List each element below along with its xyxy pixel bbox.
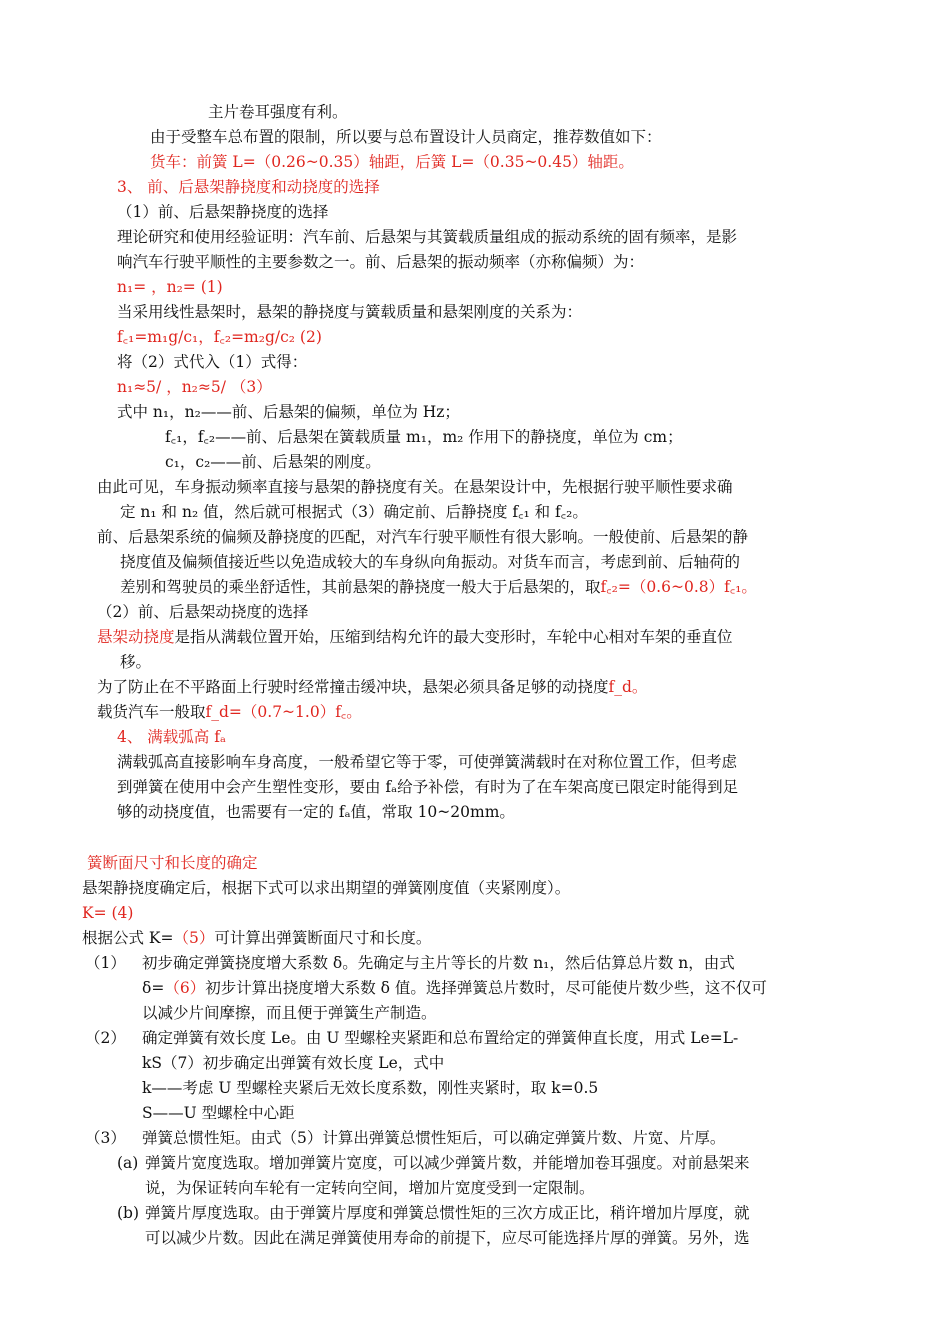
list-letter: (b) [117,1204,140,1222]
text-line: 将（2）式代入（1）式得： [117,353,308,371]
recommended-values: 货车：前簧 L=（0.26~0.35）轴距，后簧 L=（0.35~0.45）轴距。 [150,153,634,171]
section-heading-4: 4、 满载弧高 fₐ [117,728,226,746]
text-line: 式中 n₁，n₂——前、后悬架的偏频，单位为 Hz； [117,403,460,421]
text-line: 可以减少片数。因此在满足弹簧使用寿命的前提下，应尽可能选择片厚的弹簧。另外，选 [145,1229,750,1247]
list-number: （3） [85,1129,126,1147]
text-line: 定 n₁ 和 n₂ 值，然后就可根据式（3）确定前、后静挠度 f꜀₁ 和 f꜀₂。 [120,503,588,521]
text-line: S——U 型螺栓中心距 [142,1104,295,1122]
text-line: 初步确定弹簧挠度增大系数 δ。先确定与主片等长的片数 n₁，然后估算总片数 n，由式 [142,954,735,972]
list-letter: (a) [117,1154,139,1172]
text-line: 由于受整车总布置的限制，所以要与总布置设计人员商定，推荐数值如下： [150,128,662,146]
formula-ref: （5） [173,929,215,947]
text-line [82,926,431,950]
formula-span: f_d。 [608,678,648,696]
text-line: 由此可见，车身振动频率直接与悬架的静挠度有关。在悬架设计中，先根据行驶平顺性要求确 [97,478,733,496]
text-line: 满载弧高直接影响车身高度，一般希望它等于零，可使弹簧满载时在对称位置工作，但考虑 [117,753,738,771]
text-span: 初步计算出挠度增大系数 δ 值。选择弹簧总片数时，尽可能使片数少些，这不仅可 [205,979,767,997]
text-line: 理论研究和使用经验证明：汽车前、后悬架与其簧载质量组成的振动系统的固有频率，是影 [117,228,738,246]
formula-3: n₁≈5/ ，n₂≈5/ （3） [117,378,272,396]
text-line: 以减少片间摩擦，而且便于弹簧生产制造。 [142,1004,437,1022]
text-line: k——考虑 U 型螺栓夹紧后无效长度系数，刚性夹紧时，取 k=0.5 [142,1079,599,1097]
subsection-heading: （2）前、后悬架动挠度的选择 [97,603,309,621]
text-span: 为了防止在不平路面上行驶时经常撞击缓冲块，悬架必须具备足够的动挠度 [97,678,609,696]
formula-ref: （6） [164,979,206,997]
text-line: 到弹簧在使用中会产生塑性变形，要由 fₐ给予补偿，有时为了在车架高度已限定时能得到足 [117,778,739,796]
text-line [97,625,733,649]
text-line: 确定弹簧有效长度 Le。由 U 型螺栓夹紧距和总布置给定的弹簧伸直长度，用式 Le=L- [142,1029,739,1047]
text-span: 差别和驾驶员的乘坐舒适性，其前悬架的静挠度一般大于后悬架的，取 [120,578,601,596]
text-line: 挠度值及偏频值接近些以免造成较大的车身纵向角振动。对货车而言，考虑到前、后轴荷的 [120,553,741,571]
formula-1: n₁= ，n₂= (1) [117,278,223,296]
text-line: 说，为保证转向车轮有一定转向空间，增加片宽度受到一定限制。 [145,1179,595,1197]
text-span: 是指从满载位置开始，压缩到结构允许的最大变形时，车轮中心相对车架的垂直位 [174,628,733,646]
text-span: 可计算出弹簧断面尺寸和长度。 [214,929,432,947]
formula-span: f꜀₂=（0.6~0.8）f꜀₁。 [600,578,757,596]
term-span: 悬架动挠度 [97,628,175,646]
text-line: 移。 [120,653,152,671]
text-line: 够的动挠度值，也需要有一定的 fₐ值，常取 10~20mm。 [117,803,515,821]
text-line [97,700,362,724]
text-line: 当采用线性悬架时，悬架的静挠度与簧载质量和悬架刚度的关系为： [117,303,583,321]
formula-4: K= (4) [82,904,134,922]
text-line: f꜀₁，f꜀₂——前、后悬架在簧载质量 m₁，m₂ 作用下的静挠度，单位为 cm； [165,428,683,446]
text-line: kS（7）初步确定出弹簧有效长度 Le，式中 [142,1054,445,1072]
text-line: 前、后悬架系统的偏频及静挠度的匹配，对汽车行驶平顺性有很大影响。一般使前、后悬架的静 [97,528,749,546]
text-line: c₁，c₂——前、后悬架的刚度。 [165,453,381,471]
text-line: 弹簧片宽度选取。增加弹簧片宽度，可以减少弹簧片数，并能增加卷耳强度。对前悬架来 [145,1154,750,1172]
section-heading-3: 3、 前、后悬架静挠度和动挠度的选择 [117,178,380,196]
text-span: 载货汽车一般取 [97,703,206,721]
text-line: 主片卷耳强度有利。 [208,103,348,121]
formula-2: f꜀₁=m₁g/c₁，f꜀₂=m₂g/c₂ (2) [117,328,322,346]
text-span: δ= [142,979,165,997]
subsection-heading: （1）前、后悬架静挠度的选择 [117,203,329,221]
list-number: （2） [85,1029,126,1047]
text-line [97,675,647,699]
text-line [142,976,767,1000]
text-line: 弹簧总惯性矩。由式（5）计算出弹簧总惯性矩后，可以确定弹簧片数、片宽、片厚。 [142,1129,726,1147]
text-line: 响汽车行驶平顺性的主要参数之一。前、后悬架的振动频率（亦称偏频）为： [117,253,645,271]
text-line: 悬架静挠度确定后，根据下式可以求出期望的弹簧刚度值（夹紧刚度）。 [82,879,571,897]
section-heading: 簧断面尺寸和长度的确定 [87,854,258,872]
text-span: 根据公式 K= [82,929,174,947]
list-number: （1） [85,954,126,972]
text-line: 弹簧片厚度选取。由于弹簧片厚度和弹簧总惯性矩的三次方成正比，稍许增加片厚度，就 [145,1204,750,1222]
formula-span: f_d=（0.7~1.0）f꜀。 [205,703,362,721]
text-line [120,575,757,599]
